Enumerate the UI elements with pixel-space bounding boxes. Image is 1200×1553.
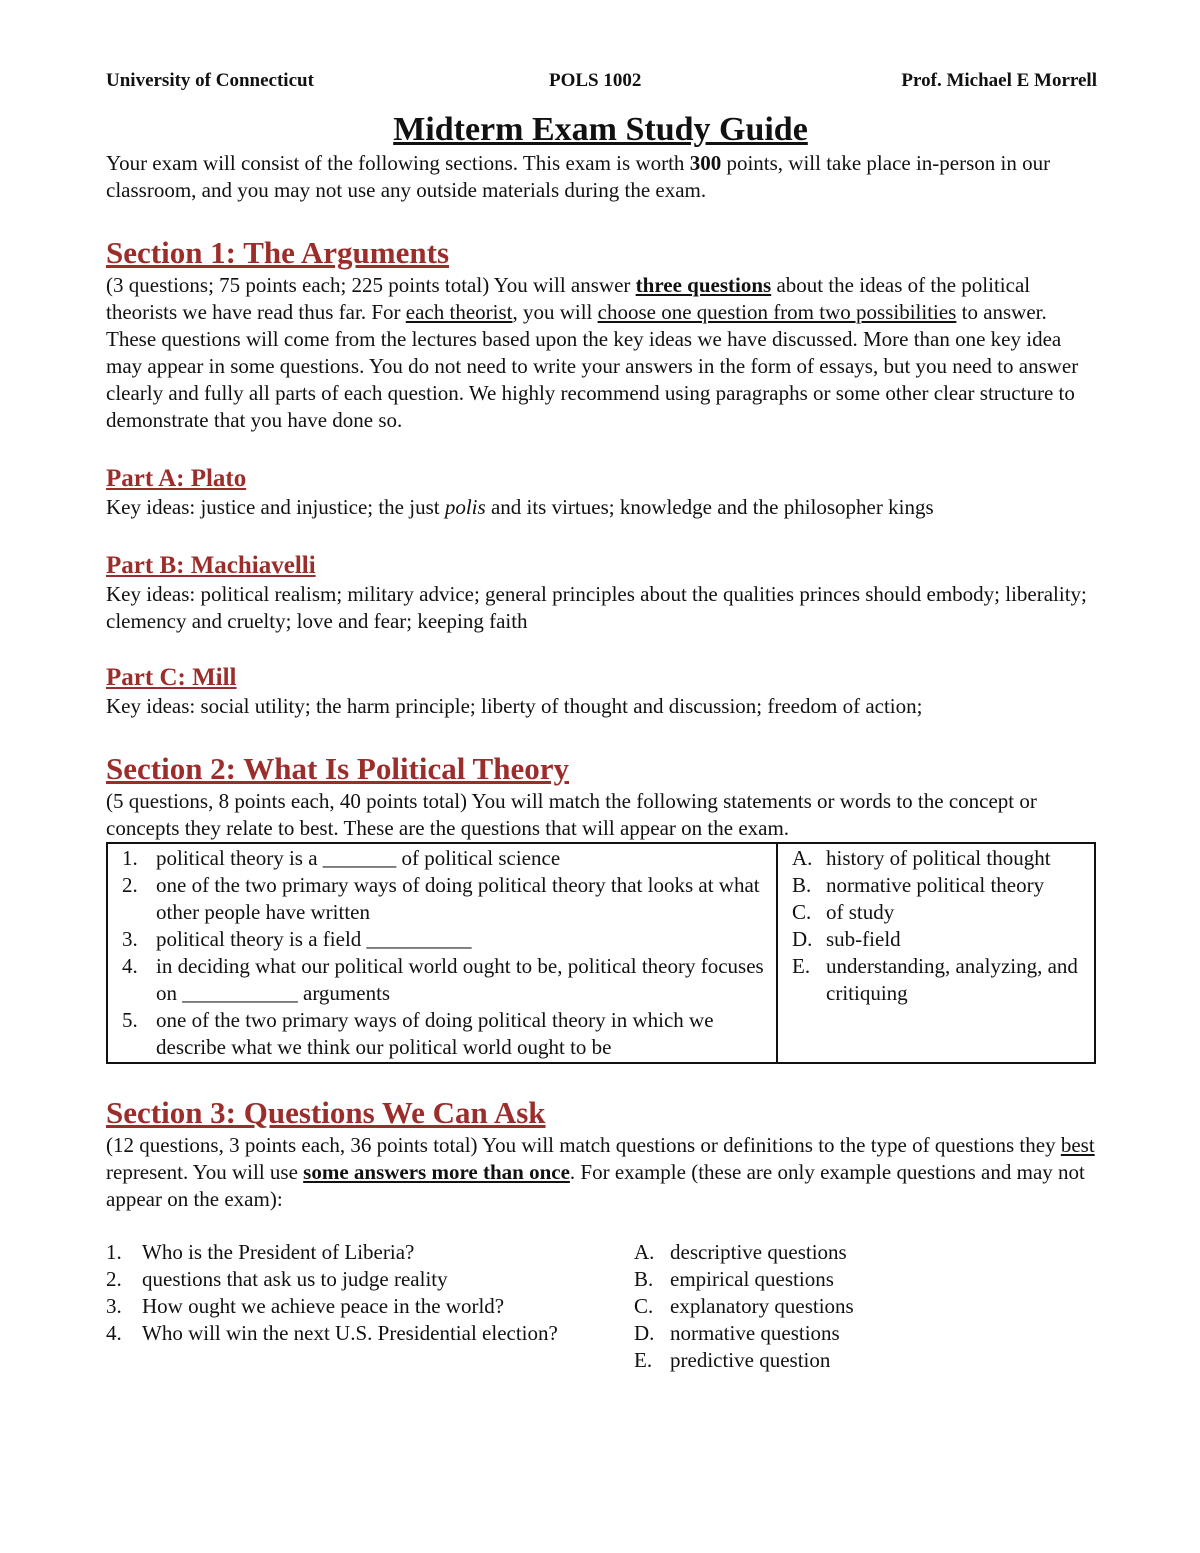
list-item: 4. in deciding what our political world ought to be, political theory focuses on ___________ arguments — [122, 954, 764, 1005]
page-title: Midterm Exam Study Guide — [393, 111, 808, 148]
section-1-heading: Section 1: The Arguments — [106, 235, 450, 270]
list-item: C. explanatory questions — [634, 1294, 854, 1318]
list-item: 2. questions that ask us to judge reality — [106, 1267, 448, 1291]
matching-answers-cell — [777, 843, 1095, 1063]
document-page — [106, 70, 1095, 1379]
part-b-key-ideas: Key ideas: political realism; military advice; general principles about the qualities princes should embody; liberality; clemency and cruelty; love and fear; keeping faith — [106, 582, 1087, 633]
list-item: B. normative political theory — [792, 873, 1045, 897]
section-2-question-list — [116, 845, 770, 1061]
part-a-heading: Part A: Plato — [106, 465, 247, 492]
list-item: B. empirical questions — [634, 1267, 834, 1291]
list-item: E. understanding, analyzing, and critiquing — [792, 954, 1078, 1005]
total-points: 300 — [689, 151, 722, 175]
section-3-heading: Section 3: Questions We Can Ask — [106, 1095, 546, 1130]
list-item: D. sub-field — [792, 927, 901, 951]
list-item: 3. political theory is a field __________ — [122, 927, 472, 951]
section-2-description: (5 questions, 8 points each, 40 points total) You will match the following statements or words to the concept or concepts they relate to best. These are the questions that will appear on the exam. — [106, 789, 1037, 840]
part-c-key-ideas: Key ideas: social utility; the harm principle; liberty of thought and discussion; freedom of action; — [106, 694, 923, 718]
list-item: D. normative questions — [634, 1321, 840, 1345]
section-3-question-list — [106, 1239, 576, 1347]
page-header — [106, 70, 1095, 98]
section-2-answer-list — [786, 845, 1088, 1007]
matching-table — [106, 842, 1096, 1064]
intro-paragraph: Your exam will consist of the following sections. This exam is worth 300 points, will take place in-person in our classroom, and you may not use any outside materials during the exam. — [106, 151, 1051, 202]
section-3-description: (12 questions, 3 points each, 36 points total) You will match questions or definitions to the type of questions they best represent. You will use some answers more than once. For example (these are only example questions and may not appear on the exam): — [106, 1133, 1095, 1211]
section-1-description: (3 questions; 75 points each; 225 points total) You will answer three questions about the ideas of the political theorists we have read thus far. For each theorist, you will choose one question from two possibilities to answer. These questions will come from the lectures based upon the key ideas we have discussed. More than one key idea may appear in some questions. You do not need to write your answers in the form of essays, but you need to answer clearly and fully all parts of each question. We highly recommend using paragraphs or some other clear structure to demonstrate that you have done so. — [106, 273, 1079, 432]
list-item: 2. one of the two primary ways of doing political theory that looks at what other people have written — [122, 873, 760, 924]
list-item: E. predictive question — [634, 1348, 831, 1372]
section-3-answer-list — [634, 1239, 994, 1374]
university-name: University of Connecticut — [106, 70, 314, 91]
list-item: 5. one of the two primary ways of doing political theory in which we describe what we think our political world ought to be — [122, 1008, 714, 1059]
list-item: C. of study — [792, 900, 895, 924]
list-item: 3. How ought we achieve peace in the world? — [106, 1294, 505, 1318]
section-3-examples — [106, 1239, 1095, 1379]
part-a-key-ideas: Key ideas: justice and injustice; the just polis and its virtues; knowledge and the philosopher kings — [106, 495, 934, 519]
list-item: A. history of political thought — [792, 846, 1051, 870]
professor-name: Prof. Michael E Morrell — [901, 70, 1097, 91]
part-c-heading: Part C: Mill — [106, 664, 237, 691]
list-item: 1. political theory is a _______ of political science — [122, 846, 561, 870]
part-b-heading: Part B: Machiavelli — [106, 552, 316, 579]
section-2-heading: Section 2: What Is Political Theory — [106, 751, 569, 786]
list-item: 1. Who is the President of Liberia? — [106, 1240, 415, 1264]
course-code: POLS 1002 — [549, 70, 642, 91]
list-item: 4. Who will win the next U.S. Presidential election? — [106, 1321, 558, 1345]
matching-questions-cell — [107, 843, 777, 1063]
list-item: A. descriptive questions — [634, 1240, 847, 1264]
